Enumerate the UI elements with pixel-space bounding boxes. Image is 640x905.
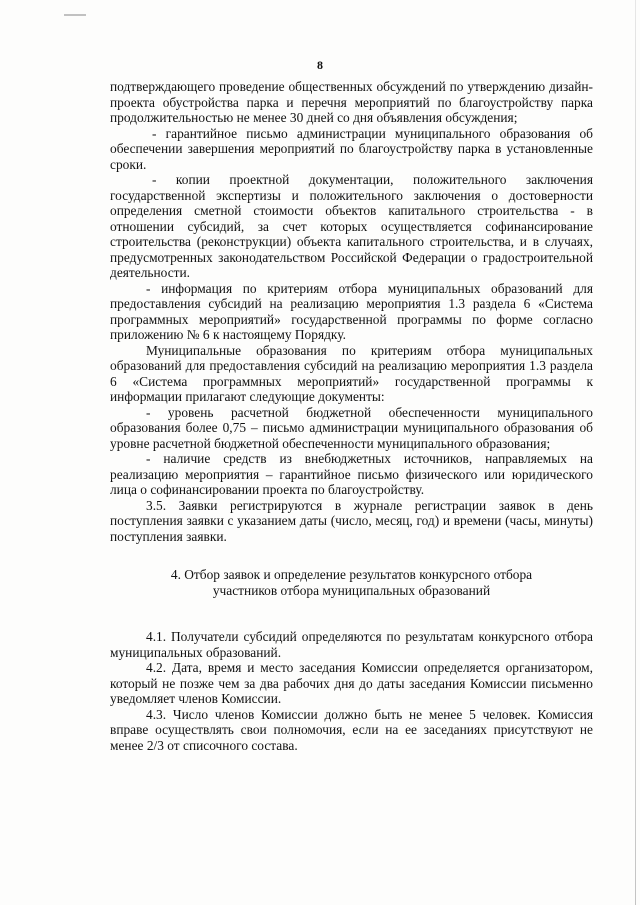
paragraph: 4.1. Получатели субсидий определяются по результатам конкурсного отбора муниципальных образований. — [110, 629, 593, 660]
paragraph: - наличие средств из внебюджетных источников, направляемых на реализацию мероприятия – гарантийное письмо физического или юридического лица о софинансировании проекта по благоустройству. — [110, 451, 593, 497]
paragraph: - гарантийное письмо администрации муниципального образования об обеспечении завершения мероприятий по благоустройству парка в установленные сроки. — [110, 125, 593, 172]
paragraph: - копии проектной документации, положительного заключения государственной экспертизы и положительного заключения о достоверности определения сметной стоимости объектов капитального строительства - в отношении субсидий, за счет которых осуществляется софинансирование строительства (реконструкции) объекта капитального строительства, и в случаях, предусмотренных законодательством Российской Федерации о градостроительной деятельности. — [110, 172, 593, 280]
scan-edge — [635, 0, 636, 905]
paragraph: 3.5. Заявки регистрируются в журнале регистрации заявок в день поступления заявки с указанием даты (число, месяц, год) и времени (часы, минуты) поступления заявки. — [110, 497, 593, 544]
paragraph: подтверждающего проведение общественных обсуждений по утверждению дизайн-проекта обустройства парка и перечня мероприятий по благоустройству парка продолжительностью не менее 30 дней со дня объявления обсуждения; — [110, 79, 593, 125]
paragraph: 4.2. Дата, время и место заседания Комиссии определяется организатором, который не позже чем за два рабочих дня до даты заседания Комиссии письменно уведомляет членов Комиссии. — [110, 660, 593, 706]
paragraph: - информация по критериям отбора муниципальных образований для предоставления субсидий на реализацию мероприятия 1.3 раздела 6 «Система программных мероприятий» государственной программы по форме согласно приложению № 6 к настоящему Порядку. — [110, 280, 593, 342]
paragraph: Муниципальные образования по критериям отбора муниципальных образований для предоставления субсидий на реализацию мероприятия 1.3 раздела 6 «Система программных мероприятий» государственной программы к информации прилагают следующие документы: — [110, 342, 593, 404]
paragraph: - уровень расчетной бюджетной обеспеченности муниципального образования более 0,75 – письмо администрации муниципального образования об уровне расчетной бюджетной обеспеченности муниципального образования; — [110, 404, 593, 451]
scan-artifact — [64, 14, 86, 16]
document-body — [110, 79, 593, 753]
paragraph: 4.3. Число членов Комиссии должно быть не менее 5 человек. Комиссия вправе осуществлять свои полномочия, если на ее заседаниях присутствуют не менее 2/3 от списочного состава. — [110, 706, 593, 753]
page-number: 8 — [317, 58, 323, 72]
section-heading: 4. Отбор заявок и определение результатов конкурсного отбора участников отбора муниципальных образований — [170, 567, 533, 598]
